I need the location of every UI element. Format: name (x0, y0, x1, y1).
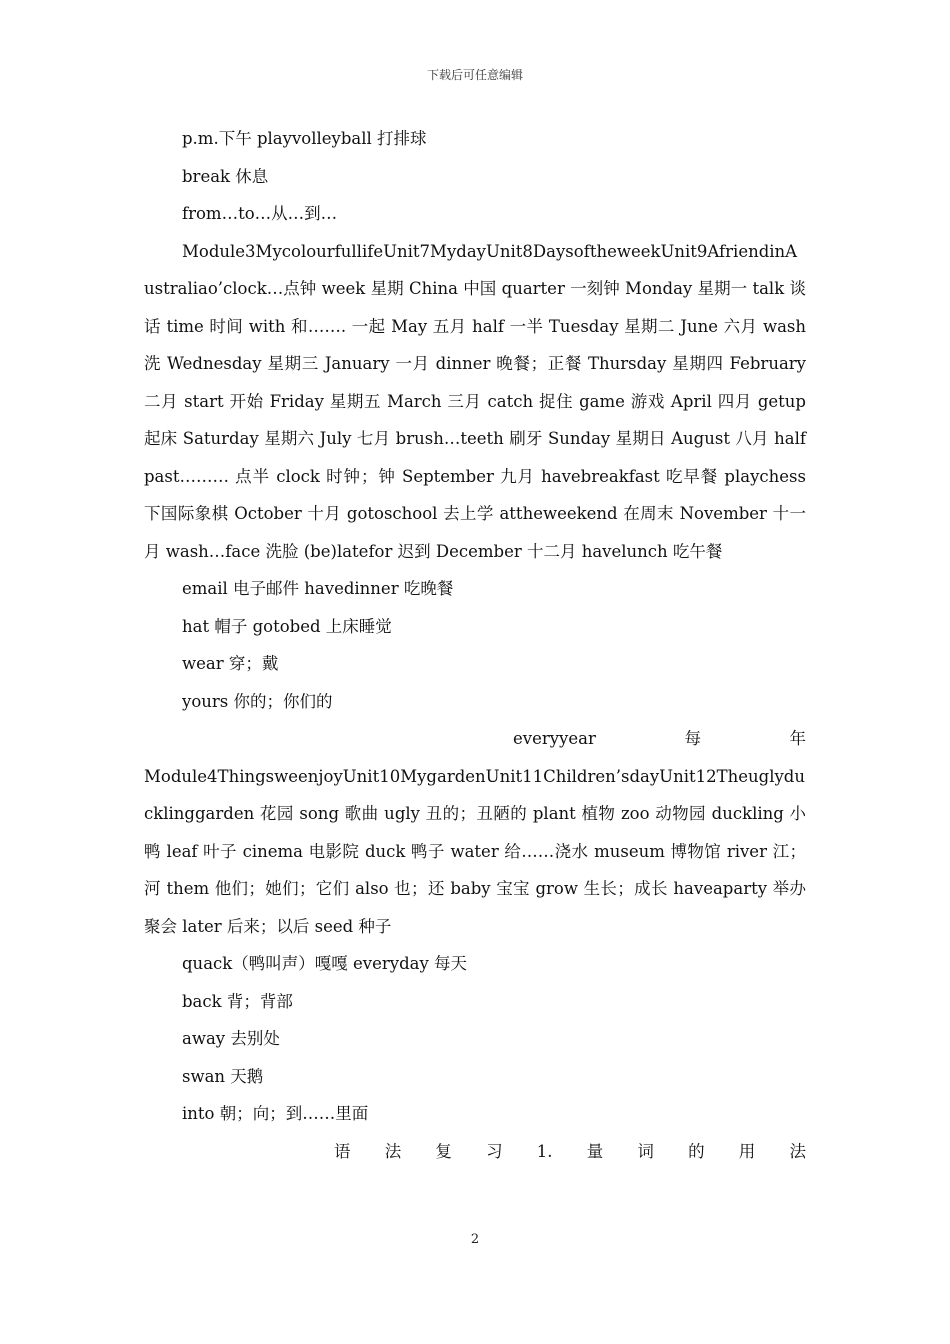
module3-paragraph (144, 233, 806, 571)
grammar-char: 语 (334, 1141, 351, 1161)
grammar-char: 1. (536, 1141, 553, 1161)
grammar-char: 法 (384, 1141, 402, 1161)
everyyear-char: 年 (789, 729, 806, 748)
vocab-line: wear 穿；戴 (182, 654, 279, 673)
vocab-line: yours 你的；你们的 (182, 691, 333, 711)
vocab-line: back 背；背部 (182, 991, 293, 1011)
module4-paragraph: Module4ThingsweenjoyUnit10MygardenUnit11Children’sdayUnit12Theuglyducklinggarden 花园 song 歌曲 ugly 丑的；丑陋的 plant 植物 zoo 动物园 duckling 小鸭 leaf 叶子 cinema 电影院 duck 鸭子 water 给……浇水 museum 博物馆 river 江；河 them 他们；她们；它们 also 也；还 baby 宝宝 grow 生长；成长 haveaparty 举办聚会 later 后来；以后 seed 种子 (144, 766, 806, 936)
vocab-line: into 朝；向；到……里面 (182, 1104, 369, 1123)
vocab-line: away 去别处 (182, 1029, 280, 1048)
vocab-line: p.m.下午 playvolleyball 打排球 (182, 129, 427, 148)
vocab-line: from…to…从…到… (182, 204, 338, 223)
everyyear-line (144, 720, 806, 758)
grammar-char: 习 (486, 1141, 503, 1161)
everyyear-char: 每 (684, 729, 701, 748)
module3-text: Module3MycolourfullifeUnit7MydayUnit8DaysoftheweekUnit9AfriendinAustraliao’clock…点钟 week 星期 China 中国 quarter 一刻钟 Monday 星期一 talk 谈话 time 时间 with 和……. 一起 May 五月 half 一半 Tuesday 星期二 June 六月 wash 洗 Wednesday 星期三 January 一月 dinner 晚餐；正餐 Thursday 星期四 February 二月 start 开始 Friday 星期五 March 三月 catch 捉住 game 游戏 April 四月 getup 起床 Saturday 星期六 July 七月 brush…teeth 刷牙 Sunday 星期日 August 八月 halfpast……… 点半 clock 时钟；钟 September 九月 havebreakfast 吃早餐 playchess 下国际象棋 October 十月 gotoschool 去上学 attheweekend 在周末 November 十一月 wash…face 洗脸 (be)latefor 迟到 December 十二月 havelunch 吃午餐 (144, 241, 806, 561)
grammar-char: 的 (688, 1141, 705, 1161)
page-number: 2 (470, 1232, 480, 1247)
vocab-line: hat 帽子 gotobed 上床睡觉 (182, 616, 392, 636)
vocab-line: quack（鸭叫声）嘎嘎 everyday 每天 (182, 954, 468, 973)
grammar-heading (144, 1133, 806, 1171)
grammar-char: 用 (738, 1141, 756, 1161)
page-header: 下载后可任意编辑 (426, 68, 523, 82)
everyyear-word: everyyear (513, 729, 596, 748)
grammar-char: 复 (435, 1141, 452, 1161)
grammar-char: 词 (637, 1141, 654, 1161)
grammar-char: 法 (789, 1141, 806, 1161)
vocab-line: swan 天鹅 (182, 1066, 264, 1086)
document-body (144, 120, 806, 1170)
vocab-line: email 电子邮件 havedinner 吃晚餐 (182, 579, 454, 598)
vocab-line: break 休息 (182, 166, 269, 186)
grammar-char: 量 (586, 1141, 604, 1161)
